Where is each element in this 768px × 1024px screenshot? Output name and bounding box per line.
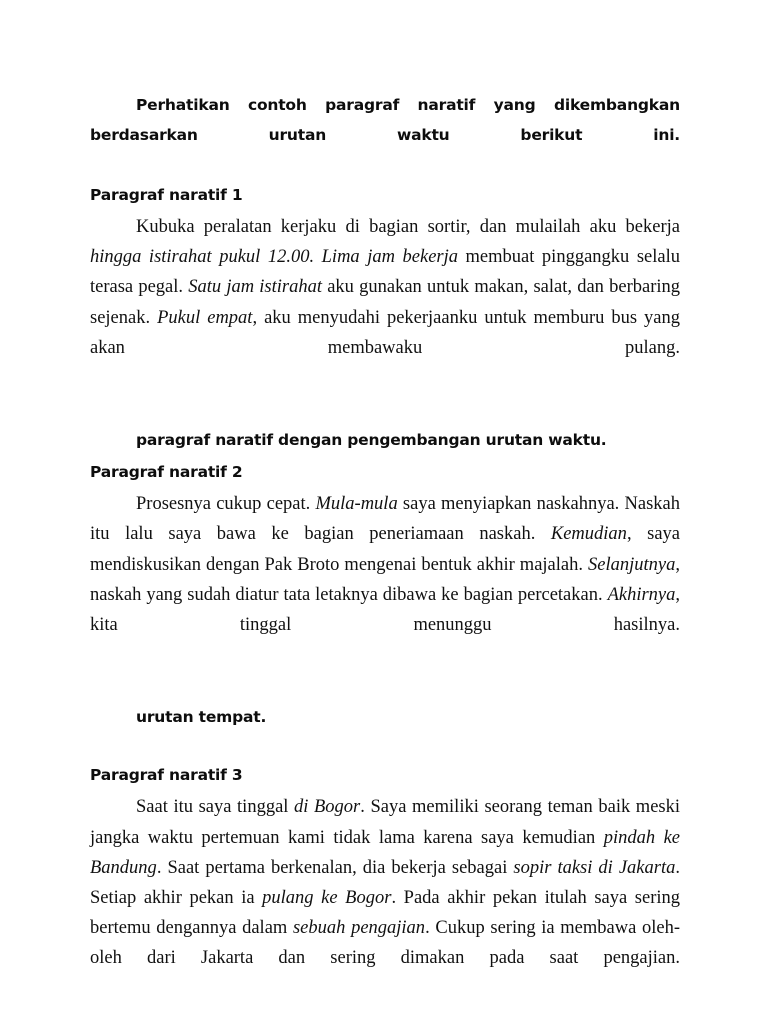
emphasis-run: pulang ke Bogor [262, 888, 392, 909]
text-run: membuat pinggangku selalu terasa pegal. [90, 247, 680, 298]
text-run: saya menyiapkan naskahnya. Naskah itu lalu saya bawa ke bagian peneriamaan naskah. [90, 494, 680, 545]
narrative-paragraph-2 [90, 489, 680, 670]
spacer [90, 732, 680, 760]
emphasis-run: hingga istirahat pukul 12.00. [90, 247, 315, 268]
text-run: , naskah yang sudah diatur tata letaknya dibawa ke bagian percetakan. [90, 554, 680, 605]
text-run: . Saat pertama berkenalan, dia bekerja sebagai [156, 857, 514, 878]
emphasis-run: Selanjutnya [588, 554, 676, 575]
emphasis-run: Pukul empat [157, 307, 253, 328]
section-label-3: Paragraf naratif 3 [90, 766, 243, 785]
text-run: . Setiap akhir pekan ia [90, 857, 680, 909]
text-run: , kita tinggal menunggu hasilnya. [90, 584, 680, 636]
emphasis-run: Lima jam bekerja [321, 247, 458, 268]
spacer [90, 393, 680, 425]
text-run: aku gunakan untuk makan, salat, dan berbaring sejenak. [90, 277, 680, 328]
text-run: . Saya memiliki seorang teman baik meski jangka waktu pertemuan kami tidak lama karena saya kemudian [90, 797, 680, 848]
text-run: Prosesnya cukup cepat. [136, 494, 316, 515]
text-run: Saat itu saya tinggal [136, 797, 295, 818]
emphasis-run: Kemudian [550, 524, 627, 545]
emphasis-run: Satu jam istirahat [188, 277, 322, 298]
emphasis-run: sebuah pengajian [292, 918, 426, 939]
emphasis-run: di Bogor [294, 797, 361, 818]
spacer [90, 670, 680, 702]
intro-instruction: Perhatikan contoh paragraf naratif yang dikembangkan berdasarkan urutan waktu berikut ini. [90, 96, 680, 144]
narrative-paragraph-1 [90, 212, 680, 393]
text-run: Kubuka peralatan kerjaku di bagian sortir, dan mulailah aku bekerja [136, 217, 680, 237]
section-label-1: Paragraf naratif 1 [90, 186, 243, 204]
section-caption-2: paragraf naratif dengan pengembangan urutan waktu. [136, 431, 607, 450]
text-run: . Cukup sering ia membawa oleh-oleh dari Jakarta dan sering dimakan pada saat pengajian. [90, 918, 681, 969]
emphasis-run: pindah ke Bandung [90, 827, 680, 878]
section-caption-3: urutan tempat. [136, 708, 267, 727]
text-run: , saya mendiskusikan dengan Pak Broto mengenai bentuk akhir majalah. [90, 524, 680, 575]
section-label-2: Paragraf naratif 2 [90, 463, 243, 482]
emphasis-run: Mula-mula [315, 494, 398, 515]
text-run: . Pada akhir pekan itulah saya sering bertemu dengannya dalam [90, 888, 681, 939]
narrative-paragraph-3 [90, 792, 680, 1003]
text-run: , aku menyudahi pekerjaanku untuk memburu bus yang akan membawaku pulang. [90, 307, 680, 358]
emphasis-run: Akhirnya [607, 584, 676, 605]
text-run [314, 247, 322, 267]
emphasis-run: sopir taksi di Jakarta [513, 857, 676, 878]
